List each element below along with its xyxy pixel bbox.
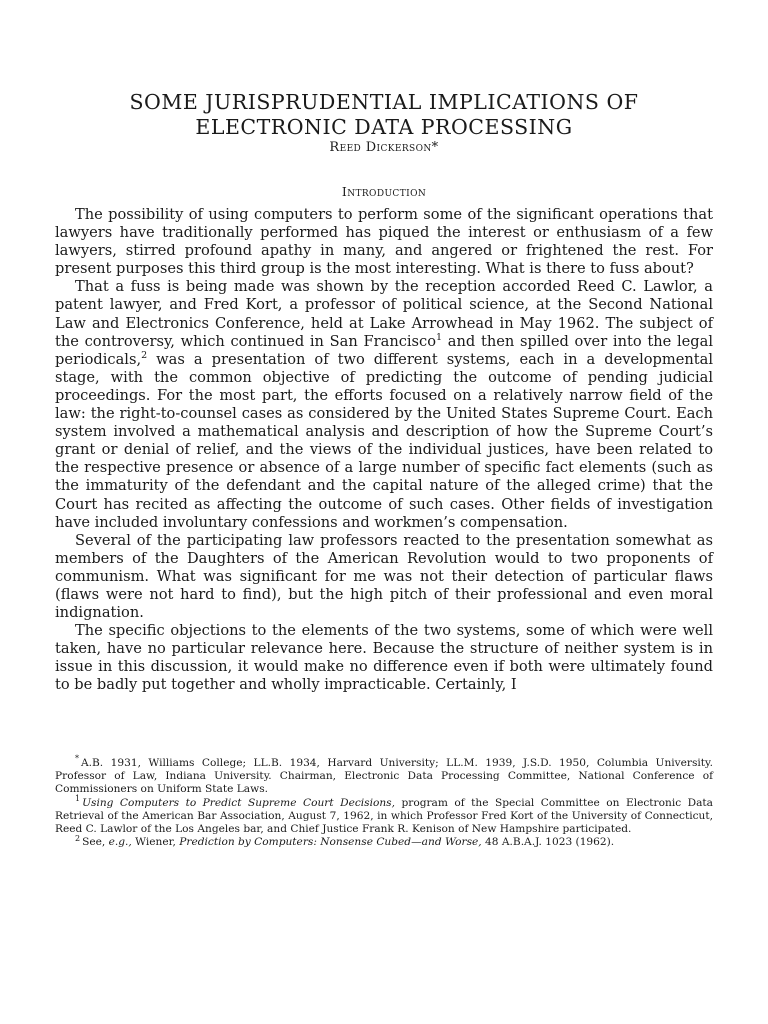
title-line-2: ELECTRONIC DATA PROCESSING xyxy=(195,115,573,139)
footnote-ref-1: 1 xyxy=(436,331,443,343)
footnote-1-mark: 1 xyxy=(75,794,81,804)
footnote-1-text: program of the Special Committee on Electronic Data Retrieval of the American Bar Association, August 7, 1962, in which Professor Fred Kort of the University of Connecticut, Reed C. Lawlor of the Los Angeles bar, and Chief Justice Frank R. Kenison of New Hampshire participated. xyxy=(55,796,714,836)
footnote-2-pre: See, xyxy=(82,836,109,849)
footnote-2-mid: Wiener, xyxy=(131,836,180,849)
footnote-star-mark: * xyxy=(75,754,79,764)
paragraph-1: The possibility of using computers to perform some of the significant operations that lawyers have traditionally performed has piqued the interest or enthusiasm of a few lawyers, stirred profound apathy in many, and angered or frightened the rest. For present purposes this third group is the most interesting. What is there to fuss about? xyxy=(55,206,713,278)
paragraph-2-part-a: That a fuss is being made was shown by the reception accorded Reed C. Lawlor, a patent lawyer, and Fred Kort, a professor of political science, at the Second National Law and Electronics Conference, held at Lake Arrowhead in May 1962. The subject of the controversy, which continued in San Francisco xyxy=(55,278,713,350)
footnote-2-mark: 2 xyxy=(75,833,81,843)
footnotes xyxy=(55,754,714,849)
footnote-2-title: Prediction by Computers: Nonsense Cubed—and Worse, xyxy=(179,836,482,849)
paragraph-4: The specific objections to the elements of the two systems, some of which were well taken, have no particular relevance here. Because the structure of neither system is in issue in this discussion, it would make no difference even if both were ultimately found to be badly put together and wholly impracticable. Certainly, I xyxy=(55,622,713,694)
footnote-2 xyxy=(55,833,713,849)
footnote-ref-2: 2 xyxy=(141,349,148,361)
footnote-1-title: Using Computers to Predict Supreme Court Decisions, xyxy=(82,796,395,809)
paragraph-2 xyxy=(55,278,713,531)
paragraph-2-part-b: and then spilled over into the legal periodicals, xyxy=(55,332,713,368)
footnote-2-text: 48 A.B.A.J. 1023 (1962). xyxy=(481,836,615,849)
body-text xyxy=(55,206,713,695)
footnote-star-text: A.B. 1931, Williams College; LL.B. 1934, Harvard University; LL.M. 1939, J.S.D. 1950, Columbia University. Professor of Law, Indiana University. Chairman, Electronic Data Processing Committee, National Conference of Commissioners on Uniform State Laws. xyxy=(55,757,713,796)
footnote-1 xyxy=(55,794,714,837)
footnote-star xyxy=(55,754,713,797)
paragraph-3: Several of the participating law professors reacted to the presentation somewhat as members of the Daughters of the American Revolution would to two proponents of communism. What was significant for me was not their detection of particular flaws (flaws were not hard to find), but the high pitch of their professional and even moral indignation. xyxy=(55,531,713,622)
section-heading: Introduction xyxy=(341,184,427,199)
title-line-1: SOME JURISPRUDENTIAL IMPLICATIONS OF xyxy=(129,90,639,114)
footnote-2-eg: e.g., xyxy=(108,836,132,849)
author-byline: Reed Dickerson* xyxy=(329,140,439,155)
paragraph-2-part-c: was a presentation of two different systems, each in a developmental stage, with the common objective of predicting the outcome of pending judicial proceedings. For the most part, the efforts focused on a relatively narrow field of the law: the right-to-counsel cases as considered by the United States Supreme Court. Each system involved a mathematical analysis and description of how the Supreme Court’s grant or denial of relief, and the views of the individual justices, have been related to the respective presence or absence of a large number of specific fact elements (such as the immaturity of the defendant and the capital nature of the alleged crime) that the Court has recited as affecting the outcome of such cases. Other fields of investigation have included involuntary confessions and workmen’s compensation. xyxy=(55,350,713,531)
article-title xyxy=(55,90,713,140)
